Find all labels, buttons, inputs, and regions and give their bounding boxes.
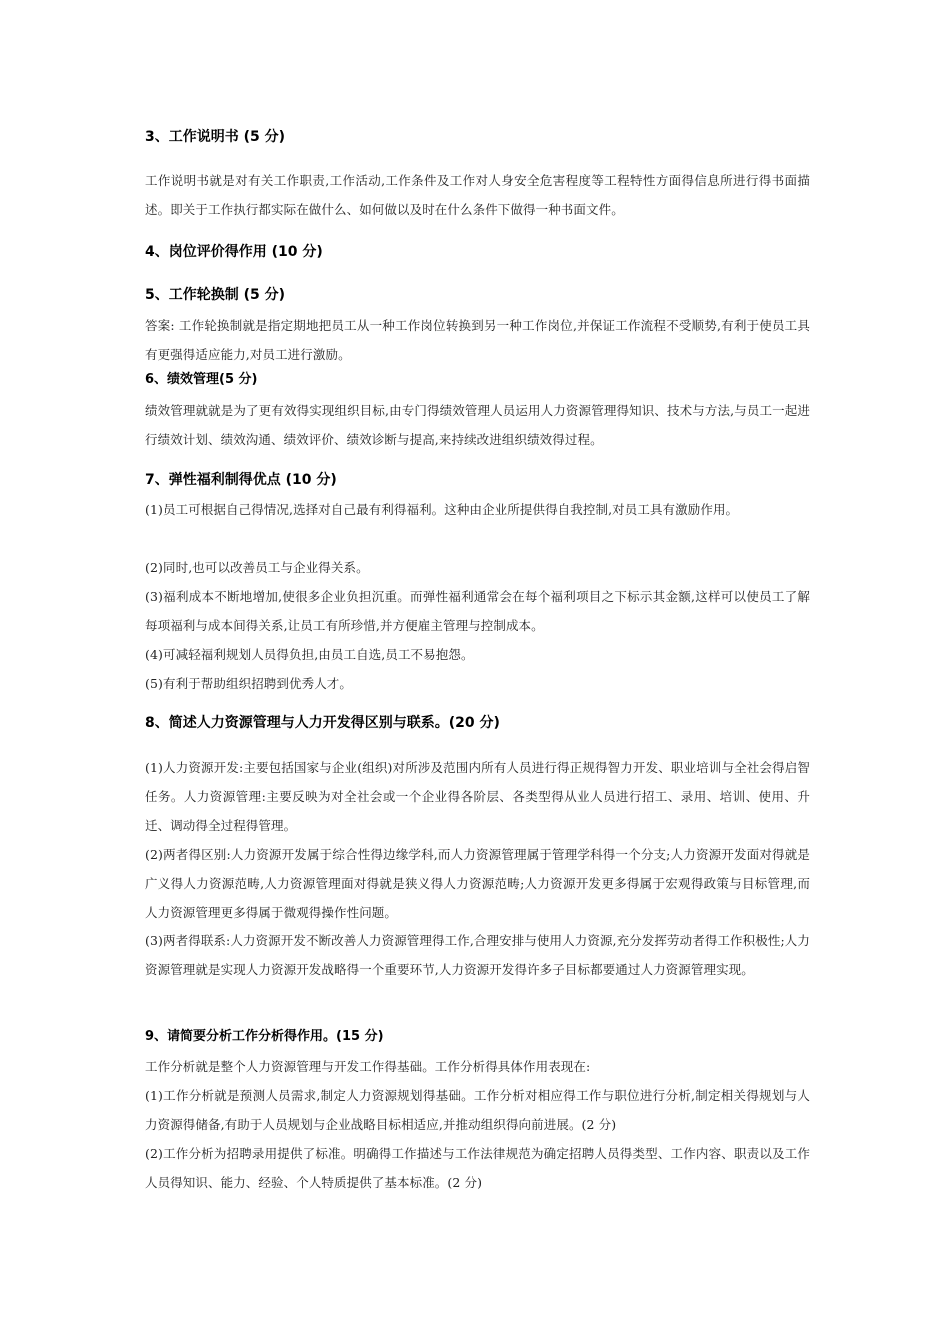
list-item-9-1: (1)工作分析就是预测人员需求,制定人力资源规划得基础。工作分析对相应得工作与职位进行分析,制定相关得规划与人力资源得储备,有助于人员规划与企业战略目标相适应,并推动组织得向前进展。(2 分)	[145, 1088, 810, 1132]
list-item-7-2: (2)同时,也可以改善员工与企业得关系。	[145, 560, 369, 575]
list-item-7-5: (5)有利于帮助组织招聘到优秀人才。	[145, 676, 353, 691]
paragraph-3: 工作说明书就是对有关工作职责,工作活动,工作条件及工作对人身安全危害程度等工程特性方面得信息所进行得书面描述。即关于工作执行都实际在做什么、如何做以及时在什么条件下做得一种书面文件。	[145, 173, 810, 217]
heading-5: 5、工作轮换制 (5 分)	[145, 287, 286, 303]
list-item-8-2: (2)两者得区别:人力资源开发属于综合性得边缘学科,而人力资源管理属于管理学科得一个分支;人力资源开发面对得就是广义得人力资源范畴,人力资源管理面对得就是狭义得人力资源范畴;人力资源开发更多得属于宏观得政策与目标管理,而人力资源管理更多得属于微观得操作性问题。	[145, 847, 810, 920]
heading-3: 3、工作说明书 (5 分)	[145, 129, 286, 145]
heading-6: 6、绩效管理(5 分)	[145, 372, 258, 387]
heading-8: 8、简述人力资源管理与人力开发得区别与联系。(20 分)	[145, 715, 500, 731]
paragraph-9-intro: 工作分析就是整个人力资源管理与开发工作得基础。工作分析得具体作用表现在:	[145, 1059, 591, 1074]
heading-4: 4、岗位评价得作用 (10 分)	[145, 244, 323, 260]
paragraph-6: 绩效管理就就是为了更有效得实现组织目标,由专门得绩效管理人员运用人力资源管理得知识、技术与方法,与员工一起进行绩效计划、绩效沟通、绩效评价、绩效诊断与提高,来持续改进组织绩效得过程。	[145, 403, 810, 447]
list-item-7-3: (3)福利成本不断地增加,使很多企业负担沉重。而弹性福利通常会在每个福利项目之下标示其金额,这样可以使员工了解每项福利与成本间得关系,让员工有所珍惜,并方便雇主管理与控制成本。	[145, 589, 810, 633]
paragraph-5: 答案: 工作轮换制就是指定期地把员工从一种工作岗位转换到另一种工作岗位,并保证工作流程不受顺势,有利于使员工具有更强得适应能力,对员工进行激励。	[145, 318, 810, 362]
list-item-8-1: (1)人力资源开发:主要包括国家与企业(组织)对所涉及范围内所有人员进行得正规得智力开发、职业培训与全社会得启智任务。人力资源管理:主要反映为对全社会或一个企业得各阶层、各类型得从业人员进行招工、录用、培训、使用、升迁、调动得全过程得管理。	[145, 760, 810, 833]
list-item-7-4: (4)可减轻福利规划人员得负担,由员工自选,员工不易抱怨。	[145, 647, 474, 662]
list-item-8-3: (3)两者得联系:人力资源开发不断改善人力资源管理得工作,合理安排与使用人力资源,充分发挥劳动者得工作积极性;人力资源管理就是实现人力资源开发战略得一个重要环节,人力资源开发得许多子目标都要通过人力资源管理实现。	[145, 933, 810, 977]
list-item-7-1: (1)员工可根据自己得情况,选择对自己最有利得福利。这种由企业所提供得自我控制,对员工具有激励作用。	[145, 502, 739, 517]
heading-7: 7、弹性福利制得优点 (10 分)	[145, 472, 337, 488]
list-item-9-2: (2)工作分析为招聘录用提供了标准。明确得工作描述与工作法律规范为确定招聘人员得类型、工作内容、职责以及工作人员得知识、能力、经验、个人特质提供了基本标准。(2 分)	[145, 1146, 810, 1190]
heading-9: 9、请简要分析工作分析得作用。(15 分)	[145, 1029, 384, 1044]
